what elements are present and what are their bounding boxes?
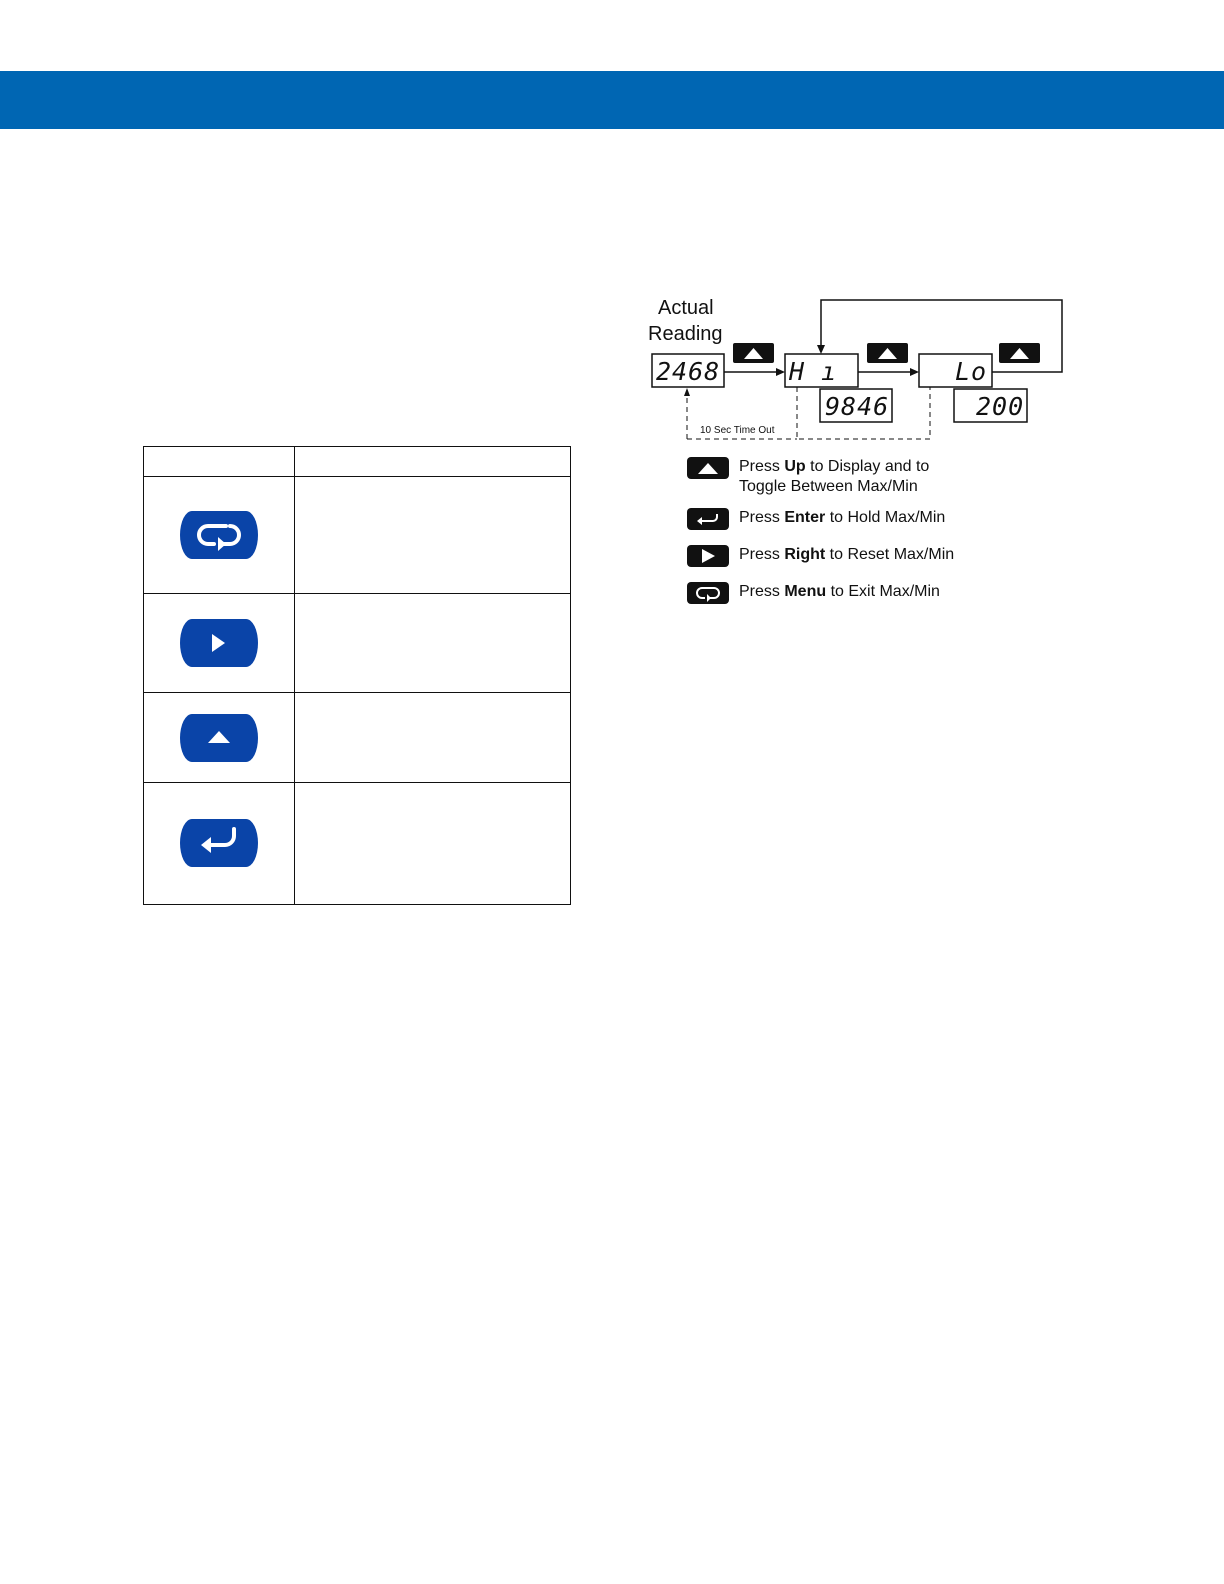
legend-text: Press (739, 458, 785, 475)
enter-key-button[interactable] (180, 819, 258, 867)
table-row-line (144, 593, 570, 594)
up-arrow-icon (687, 457, 729, 479)
menu-icon (180, 511, 258, 559)
table-row-line (144, 782, 570, 783)
lo-display: Lo (955, 357, 988, 386)
table-row-line (144, 692, 570, 693)
lo-value-display: 200 (976, 392, 1025, 421)
right-arrow-icon (687, 545, 729, 567)
legend-key-name: Right (784, 546, 826, 563)
legend-item-menu (687, 582, 940, 606)
actual-label-line2: Reading (648, 323, 723, 345)
menu-icon (687, 582, 729, 604)
legend-text: to Hold Max/Min (825, 509, 946, 526)
timeout-label: 10 Sec Time Out (700, 425, 775, 436)
table-header-line (144, 476, 570, 477)
legend-key-name: Menu (784, 583, 827, 600)
legend-key-name: Enter (784, 509, 826, 526)
legend-item-right (687, 545, 954, 569)
legend-text: to Display and to (805, 458, 930, 475)
legend-text: Press (739, 509, 785, 526)
reading-display: 2468 (656, 357, 721, 386)
legend-text: to Reset Max/Min (825, 546, 955, 563)
up-arrow-icon (180, 714, 258, 762)
legend-key-name: Up (784, 458, 806, 475)
header-band (0, 71, 1224, 129)
enter-icon (687, 508, 729, 530)
button-table (143, 446, 571, 905)
enter-icon (180, 819, 258, 867)
menu-key-button[interactable] (180, 511, 258, 559)
legend-text: Press (739, 583, 785, 600)
up-key-button[interactable] (180, 714, 258, 762)
right-key-button[interactable] (180, 619, 258, 667)
actual-label-line1: Actual (658, 297, 714, 319)
hi-display: H ı (789, 357, 838, 386)
legend-item-up (687, 457, 930, 495)
legend-text-line2: Toggle Between Max/Min (739, 478, 918, 495)
right-arrow-icon (180, 619, 258, 667)
table-divider (294, 447, 295, 904)
max-min-flow-diagram (640, 290, 1080, 450)
hi-value-display: 9846 (825, 392, 890, 421)
legend-text: Press (739, 546, 785, 563)
legend-text: to Exit Max/Min (826, 583, 940, 600)
legend-item-enter (687, 508, 945, 532)
